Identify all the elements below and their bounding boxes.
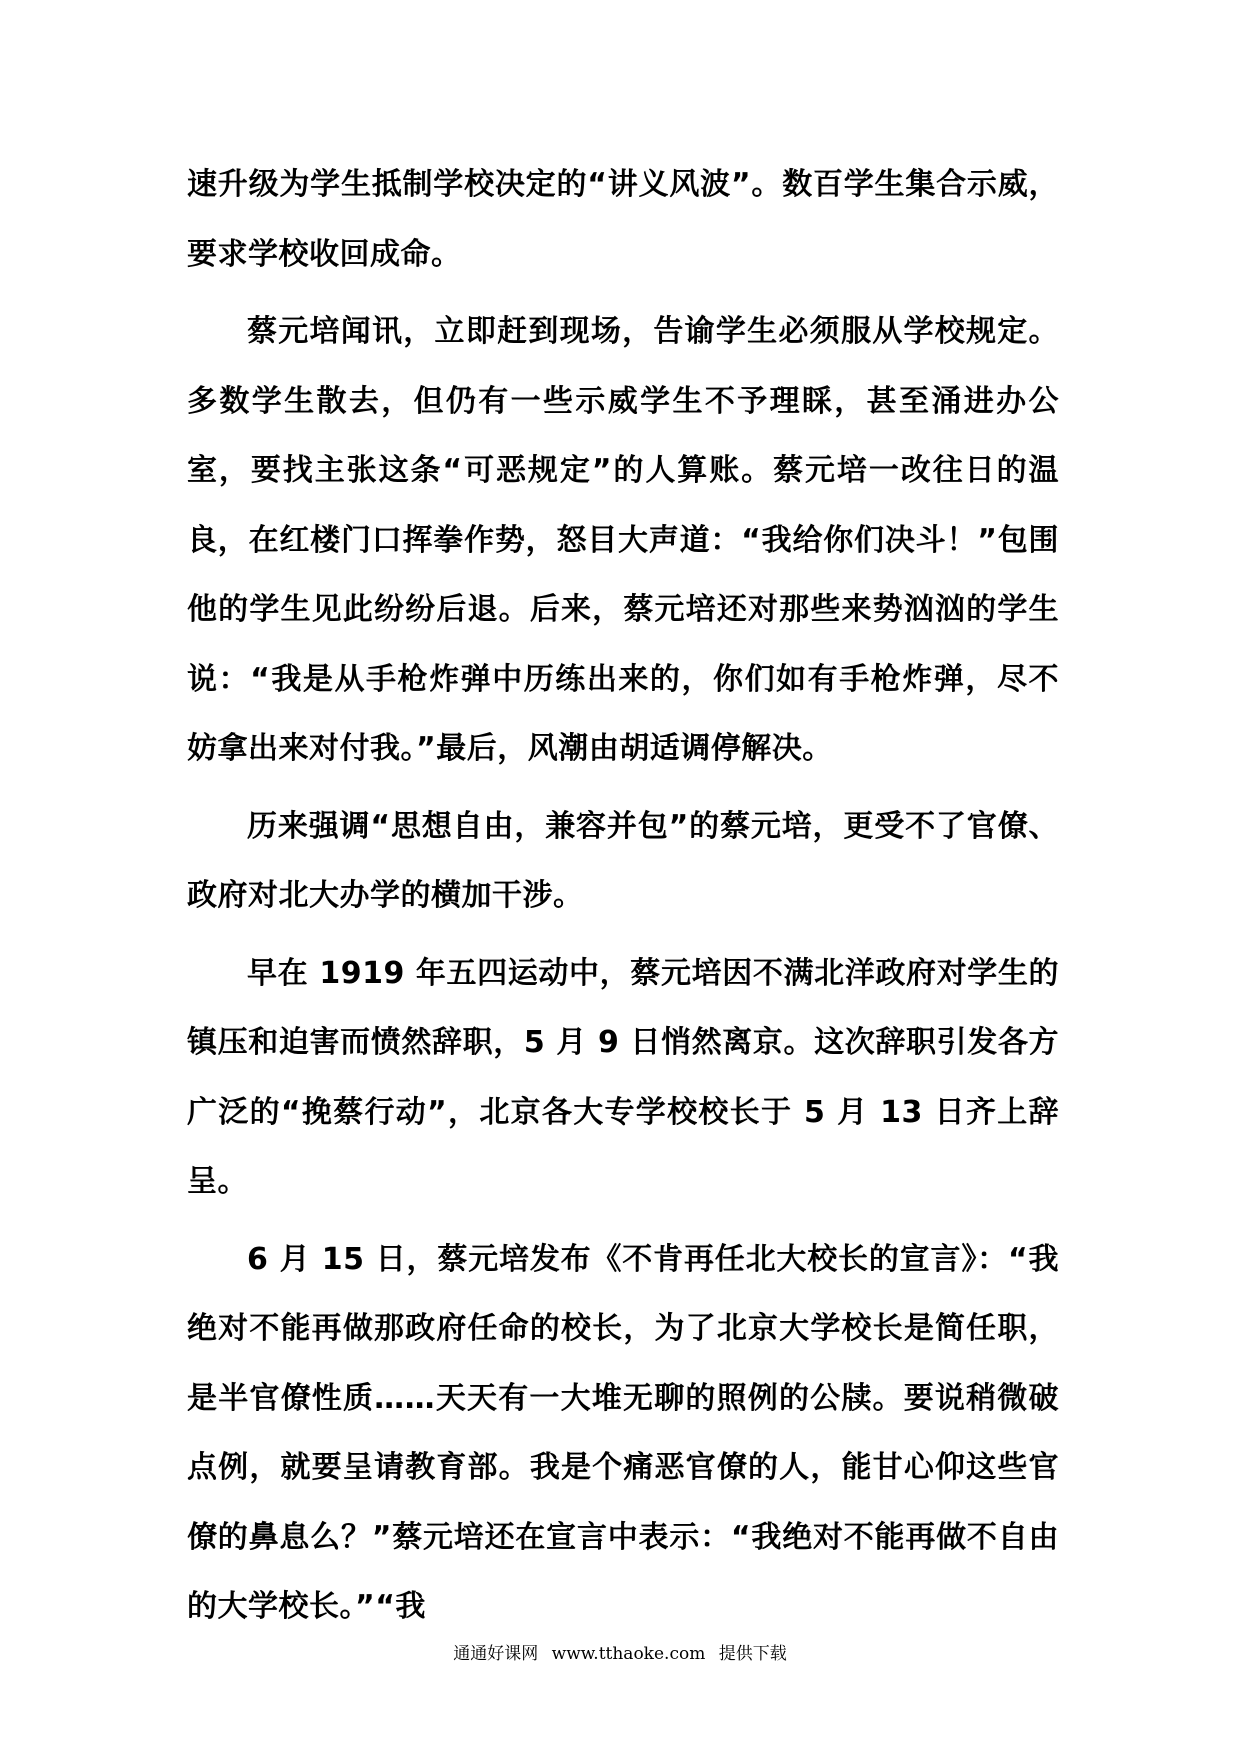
paragraph-1: 速升级为学生抵制学校决定的“讲义风波”。数百学生集合示威，要求学校收回成命。 <box>187 167 1059 272</box>
footer-site-name: 通通好课网 <box>453 1644 539 1664</box>
paragraph-2: 蔡元培闻讯，立即赶到现场，告谕学生必须服从学校规定。多数学生散去，但仍有一些示威学生不予理睬，甚至涌进办公室，要找主张这条“可恶规定”的人算账。蔡元培一改往日的温良，在红楼门口挥拳作势，怒目大声道：“我给你们决斗！”包围他的学生见此纷纷后退。后来，蔡元培还对那些来势汹汹的学生说：“我是从手枪炸弹中历练出来的，你们如有手枪炸弹，尽不妨拿出来对付我。”最后，风潮由胡适调停解决。 <box>187 314 1059 766</box>
footer-url[interactable]: www.tthaoke.com <box>551 1644 706 1664</box>
article-body <box>187 150 1059 1650</box>
paragraph-3: 历来强调“思想自由，兼容并包”的蔡元培，更受不了官僚、政府对北大办学的横加干涉。 <box>187 808 1059 913</box>
paragraph-5: 6 月 15 日，蔡元培发布《不肯再任北大校长的宣言》：“我绝对不能再做那政府任命的校长，为了北京大学校长是简任职，是半官僚性质……天天有一大堆无聊的照例的公牍。要说稍微破点例，就要呈请教育部。我是个痛恶官僚的人，能甘心仰这些官僚的鼻息么？”蔡元培还在宣言中表示：“我绝对不能再做不自由的大学校长。”“我 <box>187 1241 1059 1624</box>
paragraph-4: 早在 1919 年五四运动中，蔡元培因不满北洋政府对学生的镇压和迫害而愤然辞职，5 月 9 日悄然离京。这次辞职引发各方广泛的“挽蔡行动”，北京各大专学校校长于 5 月 13 日齐上辞呈。 <box>187 955 1059 1199</box>
page-footer <box>0 1643 1240 1665</box>
footer-note: 提供下载 <box>718 1644 787 1664</box>
